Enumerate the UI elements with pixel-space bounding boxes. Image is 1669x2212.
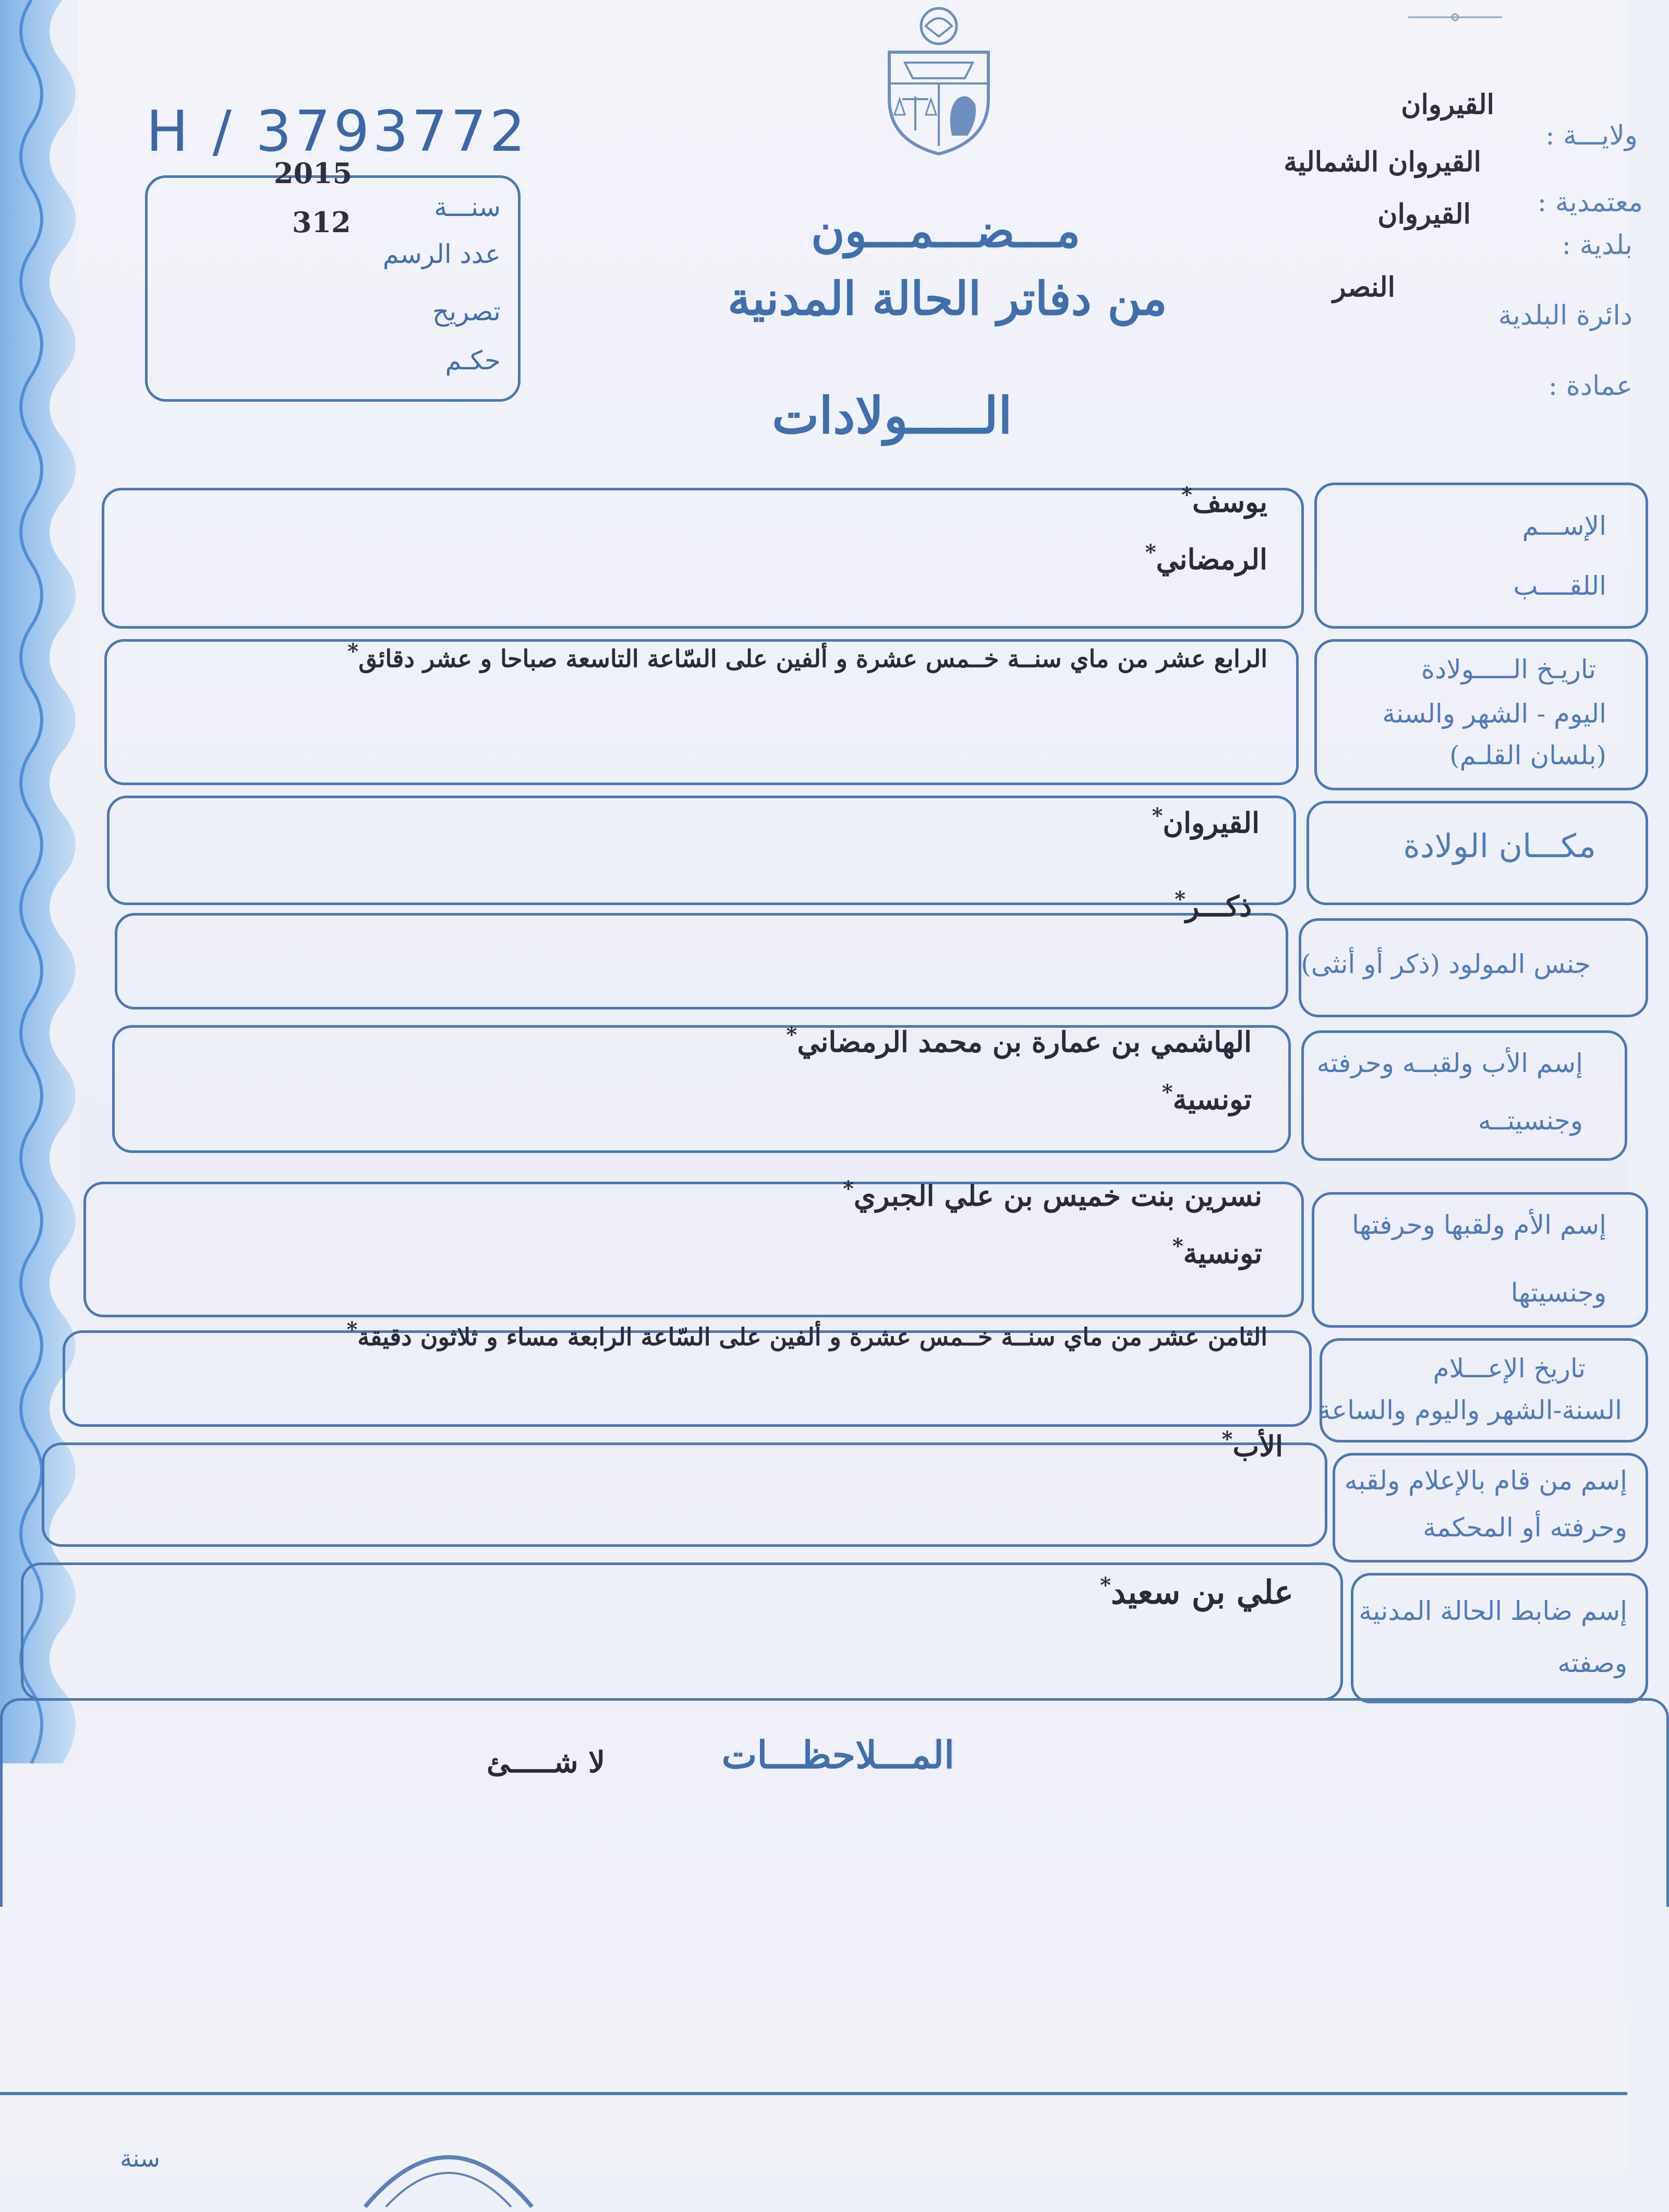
serial-number: H / 3793772 xyxy=(146,99,529,164)
document-title-line2: من دفاتر الحالة المدنية xyxy=(728,271,1167,326)
name-label: الإســـم xyxy=(1522,511,1606,541)
declarant-label-1: إسم من قام بالإعلام ولقبه xyxy=(1344,1465,1627,1496)
daira-label: دائرة البلدية xyxy=(1498,300,1632,331)
registry-number-label: عدد الرسم xyxy=(382,239,501,269)
footer-year-label: سنة xyxy=(120,2144,161,2172)
registry-year-value: 2015 xyxy=(274,157,353,190)
section-title-births: الـــــولادات xyxy=(772,386,1012,445)
birth-date-label-1: تاريـخ الـــــولادة xyxy=(1421,654,1596,684)
name-value-box xyxy=(102,488,1304,629)
registry-year-label: سنـــة xyxy=(434,192,501,222)
sex-value: ذكـــر* xyxy=(1175,887,1252,923)
officer-label-2: وصفته xyxy=(1557,1648,1627,1678)
birth-place-value-box xyxy=(107,796,1296,905)
birth-date-value: الرابع عشر من ماي سنــة خــمس عشرة و ألفين على السّاعة التاسعة صباحا و عشر دقائق* xyxy=(347,639,1267,673)
mother-value: نسرين بنت خميس بن علي الجبري* xyxy=(842,1176,1262,1212)
remarks-value: لا شـــــئ xyxy=(486,1745,605,1780)
surname-value: الرمضاني* xyxy=(1145,540,1267,576)
birth-date-label-3: (بلسان القلـم) xyxy=(1449,740,1606,771)
coat-of-arms-icon xyxy=(874,5,1004,157)
daira-value: النصر xyxy=(1333,271,1395,303)
declaration-date-value: الثامن عشر من ماي سنــة خــمس عشرة و ألفين على السّاعة الرابعة مساء و ثلاثون دقيقة* xyxy=(346,1317,1267,1351)
wilaya-label: ولايـــة : xyxy=(1545,120,1638,151)
father-nationality-value: تونسية* xyxy=(1162,1080,1252,1116)
baladiya-label: بلدية : xyxy=(1562,230,1632,261)
remarks-label: المـــلاحظـــات xyxy=(721,1733,954,1777)
father-value: الهاشمي بن عمارة بن محمد الرمضاني* xyxy=(786,1023,1252,1059)
declaration-date-label-1: تاريخ الإعـــلام xyxy=(1433,1353,1586,1384)
mutamadiya-value: القيروان الشمالية xyxy=(1284,146,1481,178)
birth-place-label: مكـــان الولادة xyxy=(1403,827,1596,865)
judgment-label: حكـم xyxy=(445,345,501,376)
birth-place-value: القيروان* xyxy=(1152,803,1260,839)
registry-number-value: 312 xyxy=(292,206,351,239)
mother-label-1: إسم الأم ولقبها وحرفتها xyxy=(1351,1210,1606,1240)
father-label-1: إسم الأب ولقبــه وحرفته xyxy=(1316,1048,1583,1078)
surname-label: اللقــــب xyxy=(1513,571,1606,601)
imada-label: عمادة : xyxy=(1548,370,1632,402)
officer-label-box xyxy=(1351,1573,1648,1703)
declarant-label-2: وحرفته أو المحكمة xyxy=(1423,1512,1627,1543)
declaration-date-label-2: السنة-الشهر واليوم والساعة xyxy=(1317,1395,1622,1425)
decorative-rule xyxy=(1408,9,1502,25)
officer-value: علي بن سعيد* xyxy=(1100,1573,1293,1612)
name-value: يوسف* xyxy=(1181,483,1267,519)
mother-label-2: وجنسيتها xyxy=(1510,1278,1606,1308)
name-label-box xyxy=(1314,483,1648,629)
bottom-rule xyxy=(0,2092,1627,2095)
official-stamp-icon xyxy=(355,2129,542,2212)
mother-nationality-value: تونسية* xyxy=(1172,1234,1262,1270)
document-title-line1: مـــضـــمـــون xyxy=(811,203,1081,258)
officer-label-1: إسم ضابط الحالة المدنية xyxy=(1359,1596,1627,1626)
baladiya-value: القيروان xyxy=(1377,198,1471,230)
sex-label: جنس المولود (ذكر أو أنثى) xyxy=(1301,949,1591,979)
sex-value-box xyxy=(115,913,1288,1009)
wilaya-value: القيروان xyxy=(1401,89,1494,121)
declarant-value-box xyxy=(42,1442,1327,1547)
mutamadiya-label: معتمدية : xyxy=(1537,187,1643,218)
father-label-2: وجنسيتــه xyxy=(1478,1105,1583,1136)
declarant-value: الأب* xyxy=(1221,1427,1283,1463)
birth-date-label-2: اليوم - الشهر والسنة xyxy=(1382,699,1606,729)
declaration-label: تصريح xyxy=(432,296,501,327)
